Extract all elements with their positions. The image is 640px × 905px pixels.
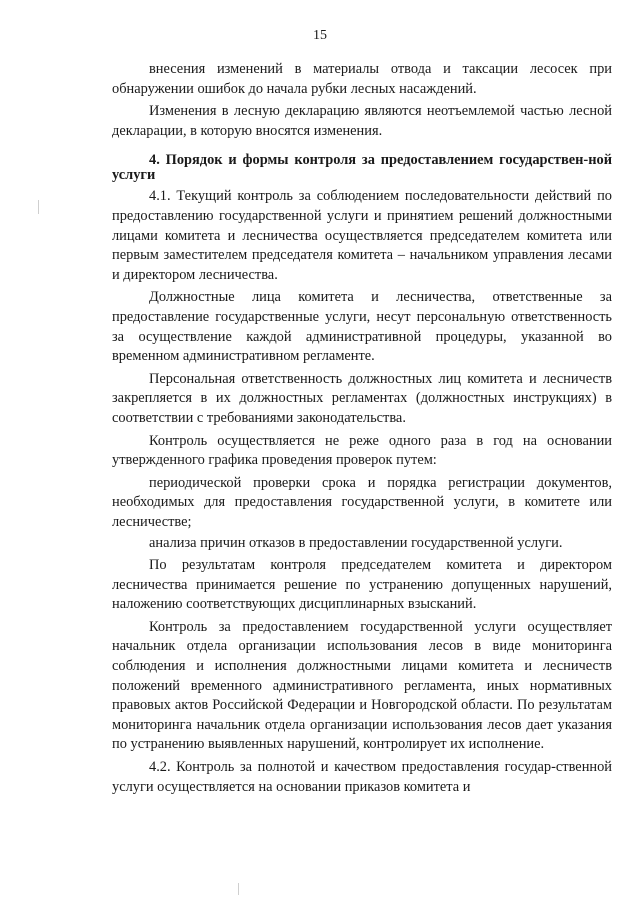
- page-number: 15: [313, 28, 327, 43]
- document-body: [112, 60, 612, 800]
- paragraph-monitoring: Контроль за предоставлением государственной услуги осуществляет начальник отдела организации использования лесов в виде мониторинга соблюдения и исполнения должностными лицами комитета и лесничеств положений временного административного регламента, иных нормативных правовых актов Российской Федерации и Новгородской области. По результатам мониторинга начальник отдела организации использования лесов дает указания по устранению выявленных нарушений, контролирует их исполнение.: [112, 618, 612, 753]
- paragraph-declaration-changes: Изменения в лесную декларацию являются неотъемлемой частью лесной декларации, в которую вносятся изменения.: [112, 103, 612, 139]
- paragraph-intro-continuation: внесения изменений в материалы отвода и таксации лесосек при обнаружении ошибок до начала рубки лесных насаждений.: [112, 61, 612, 97]
- paragraph-periodic-check: периодической проверки срока и порядка регистрации документов, необходимых для предоставления государственной услуги, в комитете или лесничестве;: [112, 474, 612, 530]
- paragraph-4-1: 4.1. Текущий контроль за соблюдением последовательности действий по предоставлению государственной услуги и принятием решений должностными лицами комитета и лесничества осуществляется председателем комитета или первым заместителем председателя комитета – начальником управления лесами и директором лесничества.: [112, 188, 612, 283]
- paragraph-control-results: По результатам контроля председателем комитета и директором лесничества принимается решение по устранению допущенных нарушений, наложению соответствующих дисциплинарных взысканий.: [112, 557, 612, 613]
- section-heading: 4. Порядок и формы контроля за предоставлением государствен-ной услуги: [112, 152, 612, 184]
- scan-margin-mark: [38, 200, 39, 214]
- paragraph-refusal-analysis: анализа причин отказов в предоставлении государственной услуги.: [149, 535, 563, 552]
- scan-bottom-mark: [238, 883, 239, 895]
- paragraph-officials: Должностные лица комитета и лесничества, ответственные за предоставление государственные услуги, несут персональную ответственность за осуществление каждой административной процедуры, указанной во временном административном регламенте.: [112, 289, 612, 365]
- paragraph-control-frequency: Контроль осуществляется не реже одного раза в год на основании утвержденного графика проведения проверок путем:: [112, 432, 612, 469]
- paragraph-personal-responsibility: Персональная ответственность должностных лиц комитета и лесничеств закрепляется в их должностных регламентах (должностных инструкциях) в соответствии с требованиями законодательства.: [112, 370, 612, 426]
- paragraph-4-2: 4.2. Контроль за полнотой и качеством предоставления государ-ственной услуги осуществляется на основании приказов комитета и: [112, 759, 612, 795]
